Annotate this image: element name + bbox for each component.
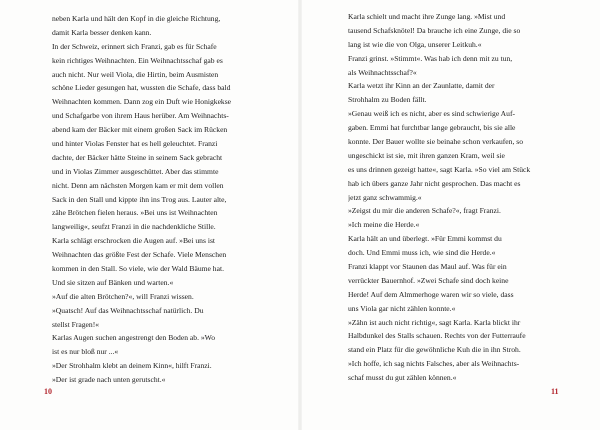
text-line: schöne Lieder gesungen hat, wussten die Schafe, dass bald [52,83,231,93]
text-line: tausend Schafsknötel! Da brauche ich eine Zunge, die so [348,25,521,35]
text-line: »Zeigst du mir die anderen Schafe?«, fragt Franzi. [348,206,501,216]
text-line: »Der Strohhalm klebt an deinem Kinn«, hilft Franzi. [52,361,212,371]
text-line: »Genau weiß ich es nicht, aber es sind schwierige Auf- [348,109,516,119]
text-line: und Schafgarbe von ihrem Haus herüber. Am Weihnachts- [52,111,229,121]
text-line: doch. Und Emmi muss ich, wie sind die Herde.« [348,248,496,258]
text-line: zähe Brötchen fielen heraus. »Bei uns ist Weihnachten [52,208,218,218]
text-line: abend kam der Bäcker mit einem großen Sack im Rücken [52,125,228,135]
page-number: 11 [551,387,559,396]
text-line: lang ist wie die von Olga, unserer Leitkuh.« [348,39,482,49]
text-line: verrückter Bauernhof. »Zwei Schafe sind doch keine [348,275,509,285]
text-line: als Weihnachtsschaf?« [348,67,417,77]
text-line: langweilig«, seufzt Franzi in die nachdenkliche Stille. [52,222,216,232]
text-line: jetzt ganz schwammig.« [348,192,422,202]
text-line: »Zähn ist auch nicht richtig«, sagt Karla. Karla blickt ihr [348,317,521,327]
text-line: In der Schweiz, erinnert sich Franzi, gab es für Schafe [52,41,217,51]
left-text-column [52,12,248,387]
right-text-column [348,10,554,385]
text-line: ungeschickt ist sie, mit ihren ganzen Kram, weil sie [348,150,505,160]
text-line: Sack in den Stall und kippte ihn ins Trog aus. Lauter alte, [52,194,227,204]
text-line: auch nicht. Nur weil Viola, die Hirtin, beim Ausmisten [52,69,219,79]
text-line: »Quatsch! Auf das Weihnachtsschaf natürlich. Du [52,305,204,315]
text-line: es uns drinnen gezeigt hatte«, sagt Karla. »So viel am Stück [348,164,531,174]
text-line: und in Violas Zimmer ausgeschüttet. Aber das stimmte [52,166,219,176]
text-line: Weihnachten das größte Fest der Schafe. Viele Menschen [52,250,227,260]
text-line: Karla hält an und überlegt. »Für Emmi kommst du [348,234,502,244]
text-line: »Der ist grade nach unten gerutscht.« [52,375,166,385]
right-page [300,0,600,430]
text-line: damit Karla besser denken kann. [52,27,152,37]
text-line: konnte. Der Bauer wollte sie beinahe schon verkaufen, so [348,137,524,147]
text-line: kommen in den Stall. So viele, wie der Wald Bäume hat. [52,264,224,274]
text-line: dachte, der Bäcker hätte Steine in seinem Sack gebracht [52,152,223,162]
text-line: neben Karla und hält den Kopf in die gleiche Richtung, [52,14,221,23]
text-line: stand ein Platz für die gewöhnliche Kuh die in ihn Stroh. [348,345,521,355]
text-line: gaben. Emmi hat furchtbar lange gebraucht, bis sie alle [348,123,516,133]
text-line: Karla schlägt erschrocken die Augen auf. »Bei uns ist [52,236,216,246]
text-line: Halbdunkel des Stalls schauen. Rechts von der Futterraufe [348,331,526,341]
text-line: und hinter Violas Fenster hat es hell geleuchtet. Franzi [52,139,218,149]
text-line: Weihnachten kommen. Dann zog ein Duft wie Honigkekse [52,97,232,107]
text-line: Karla schielt und macht ihre Zunge lang. »Mist und [348,12,506,21]
text-line: Karlas Augen suchen angestrengt den Boden ab. »Wo [52,333,216,343]
text-line: »Ich hoffe, ich sag nichts Falsches, aber als Weihnachts- [348,359,520,369]
text-line: Franzi klappt vor Staunen das Maul auf. Was für ein [348,262,507,272]
text-line: Franzi grinst. »Stimmt«. Was hab ich denn mit zu tun, [348,53,513,63]
text-line: Strohhalm zu Boden fällt. [348,95,427,105]
page-number: 10 [44,387,52,396]
text-line: »Auf die alten Brötchen?«, will Franzi wissen. [52,291,194,301]
text-line: Und sie sitzen auf Bänken und warten.« [52,277,174,287]
text-line: Karla wetzt ihr Kinn an der Zaunlatte, damit der [348,81,495,91]
text-line: »Ich meine die Herde.« [348,220,420,230]
text-line: uns Viola gar nicht zählen konnte.« [348,303,456,313]
text-line: kein richtiges Weihnachten. Ein Weihnachtsschaf gab es [52,55,223,65]
text-line: stellst Fragen!« [52,319,100,329]
text-line: ist es nur bloß nur ...« [52,347,119,357]
text-line: nicht. Denn am nächsten Morgen kam er mit dem vollen [52,180,224,190]
text-line: schaf musst du gut zählen können.« [348,373,457,383]
text-line: hab ich übers ganze Jahr nicht gesprochen. Das macht es [348,178,521,188]
text-line: Herde! Auf dem Almmerhoge waren wir so viele, dass [348,289,514,299]
